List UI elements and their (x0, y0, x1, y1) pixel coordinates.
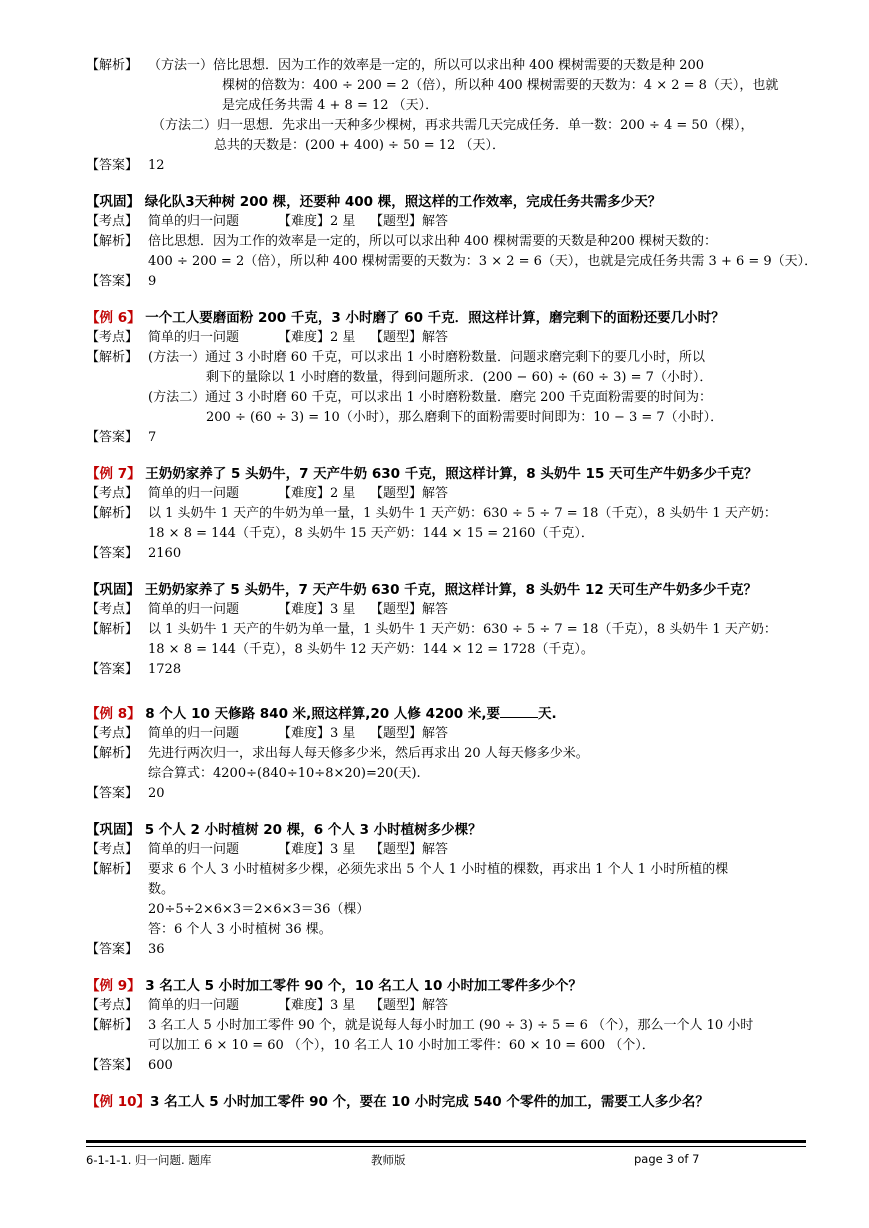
analysis-tag: 【解析】 (86, 862, 139, 877)
point-tag: 【考点】 (86, 602, 139, 617)
analysis-line: (方法一）通过 3 小时磨 60 千克，可以求出 1 小时磨粉数量．问题求磨完剩下的要几小时，所以 (148, 350, 705, 365)
problem-label: 【巩固】 (86, 822, 140, 838)
difficulty: 【难度】2 星 (278, 214, 356, 229)
analysis-line: 答：6 个人 3 小时植树 36 棵。 (148, 922, 332, 937)
analysis-line: 18 × 8 = 144（千克），8 头奶牛 12 天产奶：144 × 12 = 1728（千克）。 (148, 642, 594, 657)
analysis-tag: 【解析】 (86, 58, 139, 73)
question-type: 【题型】解答 (370, 998, 449, 1013)
point-tag: 【考点】 (86, 214, 139, 229)
problem-question: 王奶奶家养了 5 头奶牛，7 天产牛奶 630 千克，照这样计算，8 头奶牛 15 天可生产牛奶多少千克？ (145, 466, 758, 482)
problem-label: 【例 8】 (86, 706, 141, 722)
answer-tag: 【答案】 (86, 1058, 139, 1073)
answer-value: 9 (148, 274, 157, 289)
difficulty: 【难度】3 星 (278, 726, 356, 741)
analysis-line: （方法一）倍比思想．因为工作的效率是一定的，所以可以求出种 400 棵树需要的天数是种 200 (148, 58, 705, 73)
problem-label: 【例 10】 (86, 1094, 150, 1110)
point-value: 简单的归一问题 (148, 330, 240, 345)
difficulty: 【难度】3 星 (278, 998, 356, 1013)
analysis-line: 可以加工 6 × 10 = 60 （个），10 名工人 10 小时加工零件：60 × 10 = 600 （个）． (148, 1038, 655, 1053)
problem-question: 一个工人要磨面粉 200 千克，3 小时磨了 60 千克．照这样计算，磨完剩下的面粉还要几小时？ (145, 310, 725, 326)
question-type: 【题型】解答 (370, 486, 449, 501)
answer-tag: 【答案】 (86, 786, 139, 801)
difficulty: 【难度】2 星 (278, 486, 356, 501)
problem-label: 【巩固】 (86, 582, 140, 598)
answer-value: 600 (148, 1058, 173, 1073)
problem-block-consolidate-1 (86, 192, 818, 292)
difficulty: 【难度】2 星 (278, 330, 356, 345)
analysis-line: 先进行两次归一，求出每人每天修多少米，然后再求出 20 人每天修多少米。 (148, 746, 589, 761)
answer-value: 12 (148, 158, 165, 173)
analysis-line: 数。 (148, 882, 175, 897)
point-tag: 【考点】 (86, 330, 139, 345)
analysis-line: 3 名工人 5 小时加工零件 90 个，就是说每人每小时加工 (90 ÷ 3) ÷ 5 = 6 （个），那么一个人 10 小时 (148, 1018, 754, 1033)
analysis-line: 是完成任务共需 4 + 8 = 12 （天）． (222, 98, 439, 113)
analysis-tag: 【解析】 (86, 622, 139, 637)
answer-value: 20 (148, 786, 165, 801)
problem-block-example-9 (86, 976, 806, 1076)
footer-rule-thin (86, 1146, 806, 1147)
analysis-line: （方法二）归一思想．先求出一天种多少棵树，再求共需几天完成任务．单一数：200 ÷ 4 = 50（棵）， (152, 118, 754, 133)
difficulty: 【难度】3 星 (278, 602, 356, 617)
analysis-tag: 【解析】 (86, 1018, 139, 1033)
analysis-line: 棵树的倍数为：400 ÷ 200 = 2（倍），所以种 400 棵树需要的天数为：4 × 2 = 8（天），也就 (222, 78, 779, 93)
problem-label: 【例 9】 (86, 978, 141, 994)
answer-value: 2160 (148, 546, 182, 561)
question-type: 【题型】解答 (370, 330, 449, 345)
answer-value: 1728 (148, 662, 182, 677)
analysis-line: 总共的天数是：(200 + 400) ÷ 50 = 12 （天）． (214, 138, 505, 153)
answer-tag: 【答案】 (86, 430, 139, 445)
problem-block-example-8 (86, 704, 806, 804)
point-value: 简单的归一问题 (148, 726, 240, 741)
analysis-line: 倍比思想．因为工作的效率是一定的，所以可以求出种 400 棵树需要的天数是种200 棵树天数的： (148, 234, 718, 249)
problem-block-example-10 (86, 1092, 806, 1112)
analysis-tag: 【解析】 (86, 234, 139, 249)
problem-question: 5 个人 2 小时植树 20 棵，6 个人 3 小时植树多少棵？ (144, 822, 482, 838)
point-value: 简单的归一问题 (148, 486, 240, 501)
analysis-line: 18 × 8 = 144（千克），8 头奶牛 15 天产奶：144 × 15 = 2160（千克）． (148, 526, 594, 541)
analysis-line: 以 1 头奶牛 1 天产的牛奶为单一量，1 头奶牛 1 天产奶：630 ÷ 5 ÷ 7 = 18（千克），8 头奶牛 1 天产奶： (148, 506, 777, 521)
answer-value: 36 (148, 942, 165, 957)
problem-label: 【例 7】 (86, 466, 141, 482)
answer-tag: 【答案】 (86, 662, 139, 677)
footer-edition: 教师版 (371, 1153, 406, 1167)
problem-question: 3 名工人 5 小时加工零件 90 个，要在 10 小时完成 540 个零件的加工，需要工人多少名？ (150, 1094, 709, 1110)
question-type: 【题型】解答 (370, 214, 449, 229)
analysis-line: (方法二）通过 3 小时磨 60 千克，可以求出 1 小时磨粉数量．磨完 200 千克面粉需要的时间为： (148, 390, 713, 405)
analysis-tag: 【解析】 (86, 506, 139, 521)
answer-tag: 【答案】 (86, 274, 139, 289)
problem-block-consolidate-3 (86, 820, 806, 960)
question-type: 【题型】解答 (370, 842, 449, 857)
answer-tag: 【答案】 (86, 158, 139, 173)
analysis-line: 20÷5÷2×6×3＝2×6×3＝36（棵） (148, 902, 370, 917)
point-value: 简单的归一问题 (148, 214, 240, 229)
problem-question: 王奶奶家养了 5 头奶牛，7 天产牛奶 630 千克，照这样计算，8 头奶牛 12 天可生产牛奶多少千克？ (144, 582, 757, 598)
problem-question-end: 天. (538, 706, 557, 722)
analysis-line: 剩下的量除以 1 小时磨的数量，得到问题所求．(200 − 60) ÷ (60 ÷ 3) = 7（小时）． (206, 370, 713, 385)
problem-question: 8 个人 10 天修路 840 米,照这样算,20 人修 4200 米,要 (145, 706, 501, 722)
point-value: 简单的归一问题 (148, 998, 240, 1013)
answer-blank (500, 705, 538, 718)
point-tag: 【考点】 (86, 998, 139, 1013)
footer-source: 6-1-1-1. 归一问题. 题库 (86, 1153, 212, 1167)
question-type: 【题型】解答 (370, 726, 449, 741)
difficulty: 【难度】3 星 (278, 842, 356, 857)
point-tag: 【考点】 (86, 842, 139, 857)
analysis-line: 以 1 头奶牛 1 天产的牛奶为单一量，1 头奶牛 1 天产奶：630 ÷ 5 ÷ 7 = 18（千克），8 头奶牛 1 天产奶： (148, 622, 777, 637)
answer-tag: 【答案】 (86, 546, 139, 561)
solution-block-1 (86, 56, 806, 176)
problem-label: 【例 6】 (86, 310, 141, 326)
answer-tag: 【答案】 (86, 942, 139, 957)
point-tag: 【考点】 (86, 726, 139, 741)
analysis-tag: 【解析】 (86, 350, 139, 365)
point-tag: 【考点】 (86, 486, 139, 501)
problem-block-example-7 (86, 464, 806, 564)
footer-rule (86, 1140, 806, 1143)
document-body (86, 56, 818, 1112)
question-type: 【题型】解答 (370, 602, 449, 617)
analysis-line: 400 ÷ 200 = 2（倍），所以种 400 棵树需要的天数为：3 × 2 = 6（天），也就是完成任务共需 3 + 6 = 9（天）． (148, 254, 818, 269)
analysis-line: 200 ÷ (60 ÷ 3) = 10（小时），那么磨剩下的面粉需要时间即为：10 − 3 = 7（小时）． (206, 410, 724, 425)
problem-question: 绿化队3天种树 200 棵，还要种 400 棵，照这样的工作效率，完成任务共需多少天？ (144, 194, 662, 210)
analysis-tag: 【解析】 (86, 746, 139, 761)
problem-block-example-6 (86, 308, 806, 448)
analysis-line: 综合算式：4200÷(840÷10÷8×20)=20(天). (148, 766, 421, 781)
point-value: 简单的归一问题 (148, 842, 240, 857)
problem-label: 【巩固】 (86, 194, 140, 210)
footer-page-number: page 3 of 7 (634, 1152, 700, 1166)
problem-question: 3 名工人 5 小时加工零件 90 个，10 名工人 10 小时加工零件多少个？ (145, 978, 583, 994)
answer-value: 7 (148, 430, 157, 445)
point-value: 简单的归一问题 (148, 602, 240, 617)
problem-block-consolidate-2 (86, 580, 806, 680)
analysis-line: 要求 6 个人 3 小时植树多少棵，必须先求出 5 个人 1 小时植的棵数，再求出 1 个人 1 小时所植的棵 (148, 862, 729, 877)
